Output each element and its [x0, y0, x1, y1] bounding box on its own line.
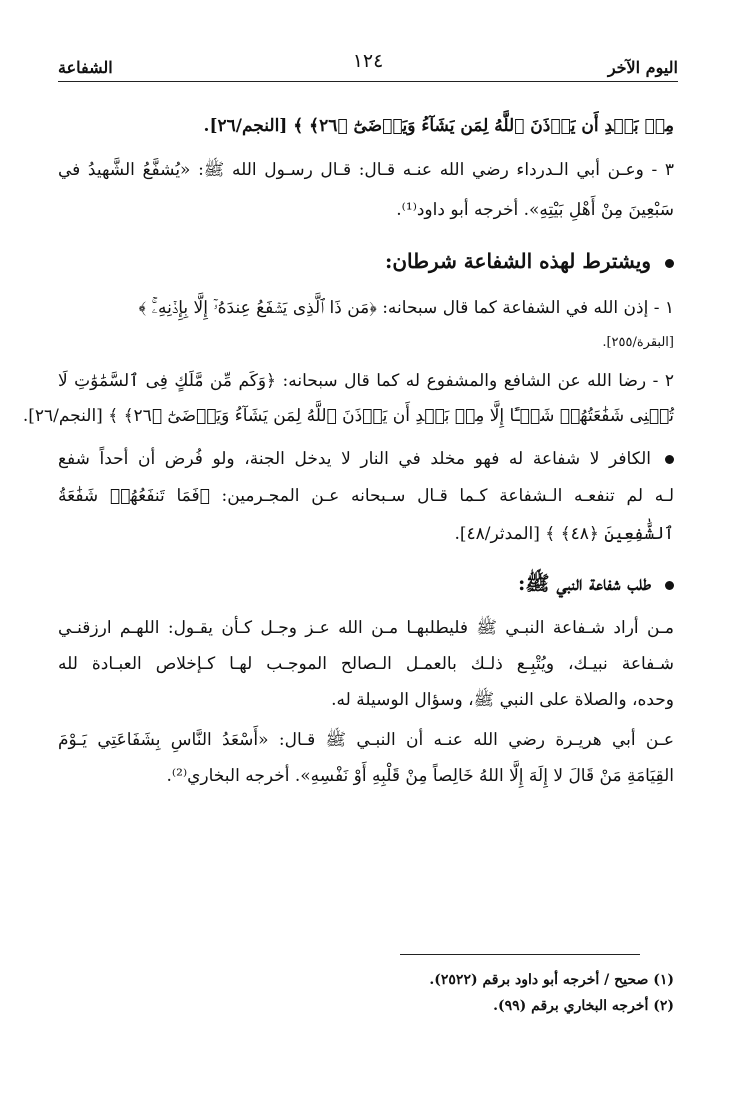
running-title: اليوم الآخر	[607, 58, 678, 77]
header-rule	[58, 81, 678, 82]
condition-heading: ويشترط لهذه الشفاعة شرطان:	[58, 247, 674, 277]
condition-2-line-2: تُغۡنِى شَفَٰعَتُهُمۡ شَيۡـًٔا إِلَّا مِنۢ بَعۡدِ أَن يَأۡذَنَ ٱللَّهُ لِمَن يَشَآءُ وَيَرۡضَىٰٓ ﴿٢٦﴾ ﴾ [النجم/٢٦].	[22, 406, 674, 426]
hadith-abu-hurayra-line-2: القِيَامَةِ مَنْ قَالَ لا إِلَهَ إِلَّا اللهُ خَالِصاً مِنْ قَلْبِهِ أَوْ نَفْسِهِ». أخرجه البخاري⁽²⁾.	[166, 766, 674, 786]
footnote-rule	[400, 954, 640, 955]
page-number: ١٢٤	[352, 50, 384, 72]
hadith-abu-hurayra-line-1: عـن أبي هريـرة رضي الله عنـه أن النبـي ﷺ قـال: «أَسْعَدُ النَّاسِ بِشَفَاعَتِي يَـوْمَ	[58, 730, 674, 750]
request-heading: طلب شفاعة النبي ﷺ:	[58, 569, 674, 599]
kafir-line-3: ٱلشَّٰفِعِينَ ﴿٤٨﴾ ﴾ [المدثر/٤٨].	[454, 524, 674, 544]
condition-2-line-1: ٢ - رضا الله عن الشافع والمشفوع له كما قال سبحانه: ﴿وَكَم مِّن مَّلَكٍ فِى ٱلسَّمَٰوَٰتِ لَا	[58, 371, 674, 391]
request-line-3: وحده، والصلاة على النبي ﷺ، وسؤال الوسيلة له.	[331, 690, 674, 710]
footnote-1: (١) صحيح / أخرجه أبو داود برقم (٢٥٢٢).	[429, 972, 674, 988]
quran-line-1: مِنۢ بَعۡدِ أَن يَأۡذَنَ ٱللَّهُ لِمَن يَشَآءُ وَيَرۡضَىٰٓ ﴿٢٦﴾ ﴾ [النجم/٢٦].	[203, 116, 674, 136]
request-line-1: مـن أراد شـفاعة النبـي ﷺ فليطلبهـا مـن الله عـز وجـل كـأن يقـول: اللهـم ارزقنـي	[58, 618, 674, 638]
bullet-icon	[665, 259, 674, 268]
hadith-3-line-1: ٣ - وعـن أبي الـدرداء رضي الله عنـه قـال: قـال رسـول الله ﷺ: «يُشفَّعُ الشَّهيدُ في	[58, 160, 674, 180]
kafir-line-1: الكافر لا شفاعة له فهو مخلد في النار لا يدخل الجنة، ولو فُرض أن أحداً شفع	[58, 445, 674, 473]
bullet-icon	[665, 455, 674, 464]
kafir-line-2: لـه لم تنفعـه الـشفاعة كـما قـال سـبحانه عـن المجـرمين: ﴿فَمَا تَنفَعُهُمۡ شَفَٰعَةُ	[58, 486, 674, 506]
request-line-2: شـفاعة نبيـك، ويُتْبِـع ذلـك بالعمـل الـصالح الموجـب لهـا كـإخلاص العبـادة لله	[58, 654, 674, 674]
footnote-2: (٢) أخرجه البخاري برقم (٩٩).	[493, 998, 674, 1014]
hadith-3-line-2: سَبْعِينَ مِنْ أَهْلِ بَيْتِهِ». أخرجه أبو داود⁽¹⁾.	[396, 200, 674, 220]
bullet-icon	[665, 581, 674, 590]
condition-1-line-1: ١ - إذن الله في الشفاعة كما قال سبحانه: ﴿مَن ذَا ٱلَّذِى يَشۡفَعُ عِندَهُۥٓ إِلَّا بِإِذۡنِهِۦۚ ﴾	[138, 298, 674, 318]
page-header	[58, 50, 678, 82]
section-title: الشفاعة	[58, 58, 113, 77]
condition-1-ref: [البقرة/٢٥٥].	[602, 335, 674, 350]
